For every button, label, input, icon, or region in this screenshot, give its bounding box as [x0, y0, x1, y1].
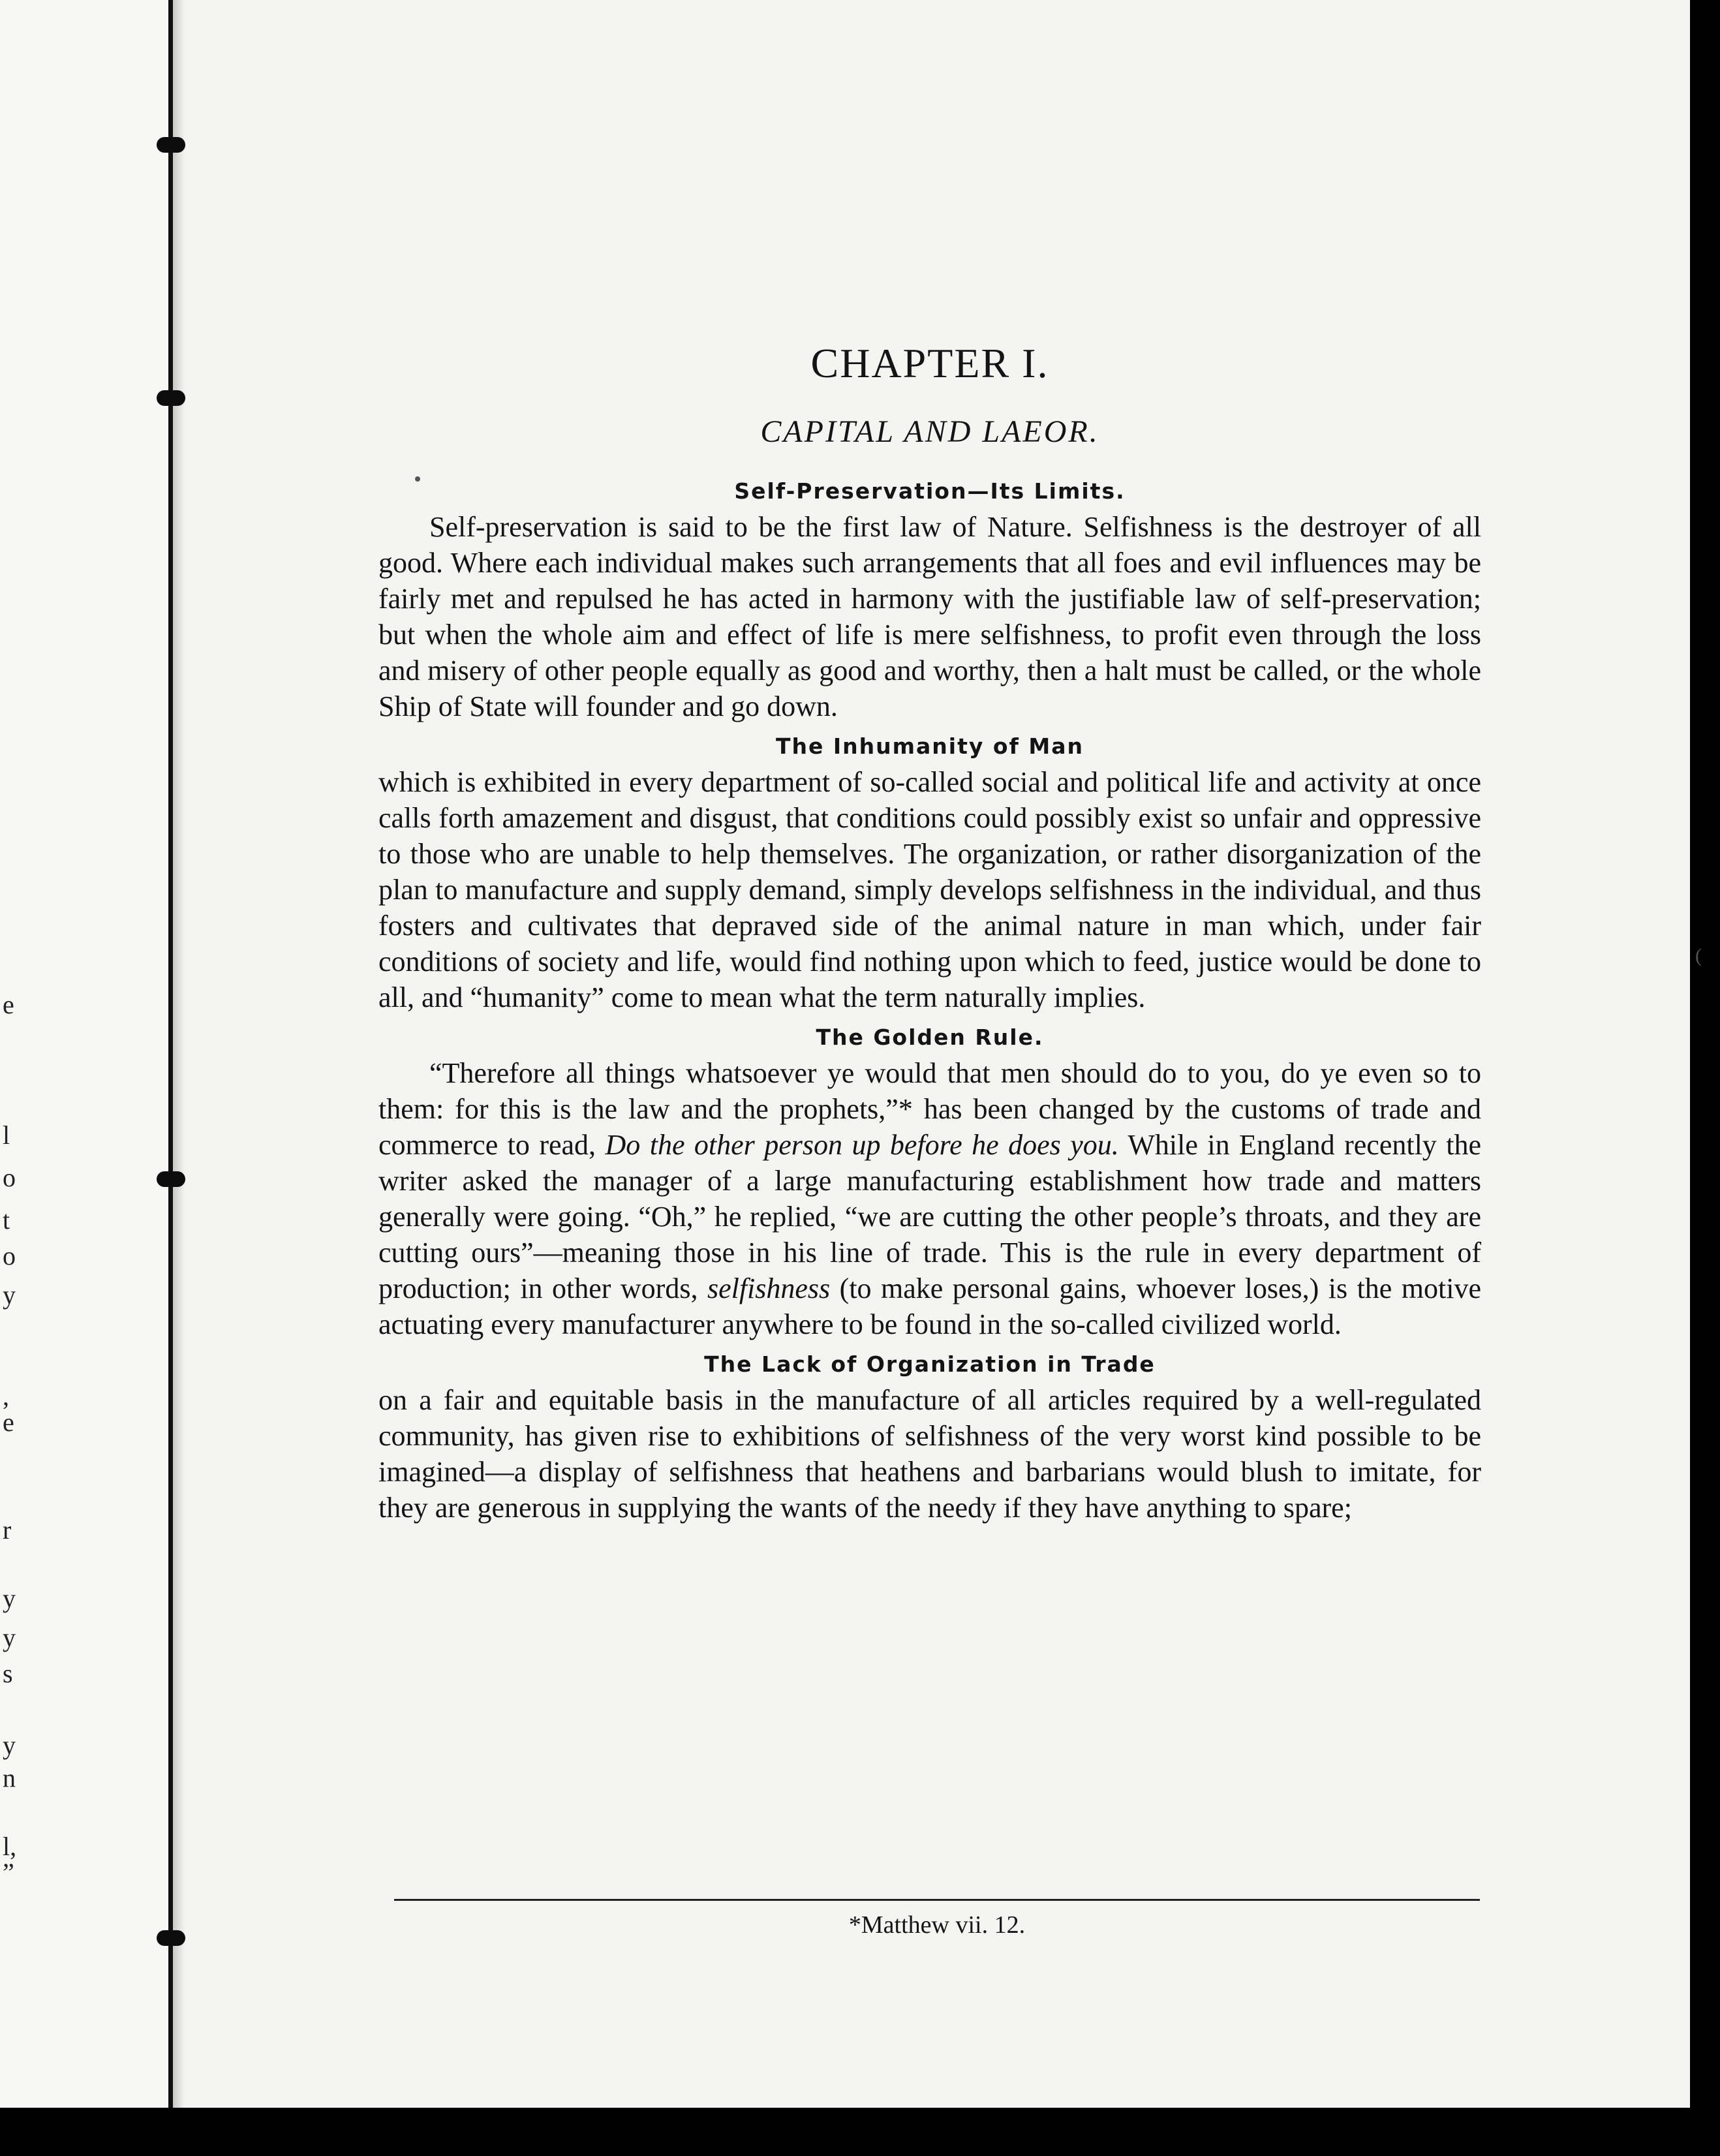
- margin-fragment: r: [3, 1515, 12, 1545]
- margin-fragment: s: [3, 1659, 13, 1688]
- gutter-shadow: [173, 0, 185, 2108]
- quote-text: “Therefore all things whatsoever ye would that men should do to you, do ye even so to them: for this is the law and the prophets,”* has been changed by the customs of trade and commerce to read,: [378, 1057, 1481, 1161]
- chapter-subtitle: CAPITAL AND LAEOR.: [760, 414, 1099, 449]
- section-heading: The Lack of Organization in Trade: [704, 1351, 1156, 1377]
- section-paragraph: on a fair and equitable basis in the manufacture of all articles required by a well-regulated community, has given rise to exhibitions of selfishness of the very worst kind possible to be imagined—a display of selfishness that heathens and barbarians would blush to imitate, for they are generous in supplying the wants of the needy if they have anything to spare;: [378, 1384, 1481, 1524]
- margin-fragment: l: [3, 1120, 10, 1150]
- margin-fragment: e: [3, 990, 14, 1019]
- margin-fragment: e: [3, 1408, 14, 1437]
- section-heading: The Inhumanity of Man: [776, 733, 1084, 759]
- paragraph-text: (to make personal gains, whoever loses,) is the motive actuating every manufacturer anywhere to be found in the so-called civilized world.: [378, 1272, 1482, 1340]
- section-heading: Self-Preservation—Its Limits.: [734, 478, 1126, 504]
- italic-phrase: Do the other person up before he does you.: [605, 1129, 1119, 1161]
- italic-word: selfishness: [707, 1272, 831, 1304]
- margin-fragment: ”: [3, 1858, 14, 1887]
- section-paragraph: which is exhibited in every department of so-called social and political life and activity at once calls forth amazement and disgust, that conditions could possibly exist so unfair and oppressive to those who are unable to help themselves. The organization, or rather disorganization of the plan to manufacture and supply demand, simply develops selfishness in the individual, and thus fosters and cultivates that depraved side of the animal nature in man which, under fair conditions of society and life, would find nothing upon which to feed, justice would be done to all, and “humanity” come to mean what the term naturally implies.: [378, 766, 1481, 1013]
- binding-edge: [168, 0, 173, 2108]
- margin-fragment: o: [3, 1241, 16, 1270]
- chapter-title: CHAPTER I.: [810, 340, 1049, 386]
- page-text: [378, 339, 1481, 1526]
- margin-fragment: l,: [3, 1832, 17, 1861]
- margin-fragment: y: [3, 1623, 16, 1652]
- section-paragraph: Self-preservation is said to be the first law of Nature. Selfishness is the destroyer of all good. Where each individual makes such arrangements that all foes and evil influences may be fairly met and repulsed he has acted in harmony with the justifiable law of self-preservation; but when the whole aim and effect of life is mere selfishness, to profit even through the loss and misery of other people equally as good and worthy, then a halt must be called, or the whole Ship of State will founder and go down.: [378, 511, 1481, 722]
- binding-clip: [157, 390, 185, 406]
- section-paragraph: [378, 1055, 1481, 1342]
- edge-mark: (: [1695, 945, 1702, 966]
- paragraph-text: While in England recently the writer asked the manager of a large manufacturing establishment how trade and matters generally were going. “Oh,” he replied, “we are cutting the other people’s throats, and they are cutting ours”—meaning those in his line of trade. This is the rule in every department of production; in other words,: [378, 1129, 1481, 1304]
- margin-fragment: y: [3, 1280, 16, 1310]
- footnote: *Matthew vii. 12.: [848, 1911, 1026, 1939]
- margin-fragment: o: [3, 1163, 16, 1192]
- footnote-rule: [394, 1899, 1480, 1901]
- margin-fragment: t: [3, 1205, 10, 1235]
- section-heading: The Golden Rule.: [816, 1024, 1044, 1050]
- margin-fragment: n: [3, 1763, 16, 1793]
- margin-fragment: y: [3, 1584, 16, 1613]
- margin-fragment: y: [3, 1731, 16, 1760]
- margin-fragment: ,: [3, 1381, 9, 1411]
- facing-page-edge: [0, 0, 171, 2108]
- binding-clip: [157, 137, 185, 153]
- binding-clip: [157, 1930, 185, 1946]
- binding-clip: [157, 1171, 185, 1187]
